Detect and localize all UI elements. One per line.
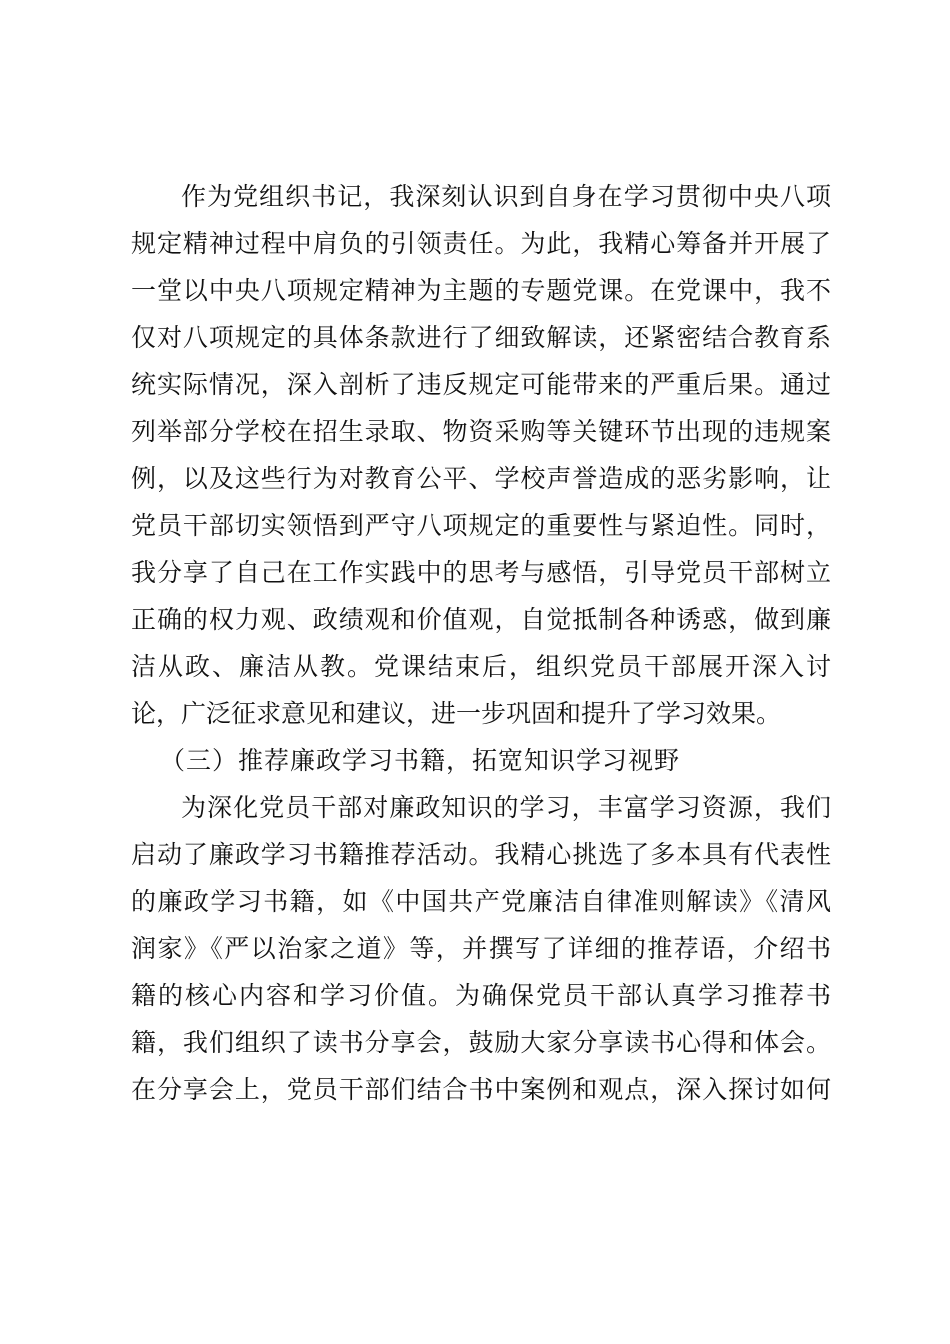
paragraph-2-line-3: 的廉政学习书籍，如《中国共产党廉洁自律准则解读》《清风 [131,887,831,916]
paragraph-2-line-1: 为深化党员干部对廉政知识的学习，丰富学习资源，我们 [181,793,831,822]
paragraph-2-line-6: 籍，我们组织了读书分享会，鼓励大家分享读书心得和体会。 [131,1028,831,1057]
paragraph-1-line-3: 一堂以中央八项规定精神为主题的专题党课。在党课中，我不 [131,276,831,305]
paragraph-1-line-1: 作为党组织书记，我深刻认识到自身在学习贯彻中央八项 [181,182,831,211]
paragraph-1-line-12: 论，广泛征求意见和建议，进一步巩固和提升了学习效果。 [131,699,782,728]
paragraph-1-line-8: 党员干部切实领悟到严守八项规定的重要性与紧迫性。同时， [131,511,831,540]
paragraph-1-line-7: 例，以及这些行为对教育公平、学校声誉造成的恶劣影响，让 [131,464,831,493]
paragraph-1-line-5: 统实际情况，深入剖析了违反规定可能带来的严重后果。通过 [131,370,831,399]
paragraph-1-line-11: 洁从政、廉洁从教。党课结束后，组织党员干部展开深入讨 [131,652,831,681]
paragraph-1-line-2: 规定精神过程中肩负的引领责任。为此，我精心筹备并开展了 [131,229,831,258]
paragraph-2-line-5: 籍的核心内容和学习价值。为确保党员干部认真学习推荐书 [131,981,831,1010]
paragraph-1-line-6: 列举部分学校在招生录取、物资采购等关键环节出现的违规案 [131,417,831,446]
section-heading: （三）推荐廉政学习书籍，拓宽知识学习视野 [160,746,681,775]
paragraph-1-line-10: 正确的权力观、政绩观和价值观，自觉抵制各种诱惑，做到廉 [131,605,831,634]
paragraph-2-line-2: 启动了廉政学习书籍推荐活动。我精心挑选了多本具有代表性 [131,840,831,869]
paragraph-2-line-4: 润家》《严以治家之道》等，并撰写了详细的推荐语，介绍书 [131,934,831,963]
paragraph-1-line-4: 仅对八项规定的具体条款进行了细致解读，还紧密结合教育系 [131,323,831,352]
paragraph-1-line-9: 我分享了自己在工作实践中的思考与感悟，引导党员干部树立 [131,558,831,587]
paragraph-2-line-7: 在分享会上，党员干部们结合书中案例和观点，深入探讨如何 [131,1075,831,1104]
